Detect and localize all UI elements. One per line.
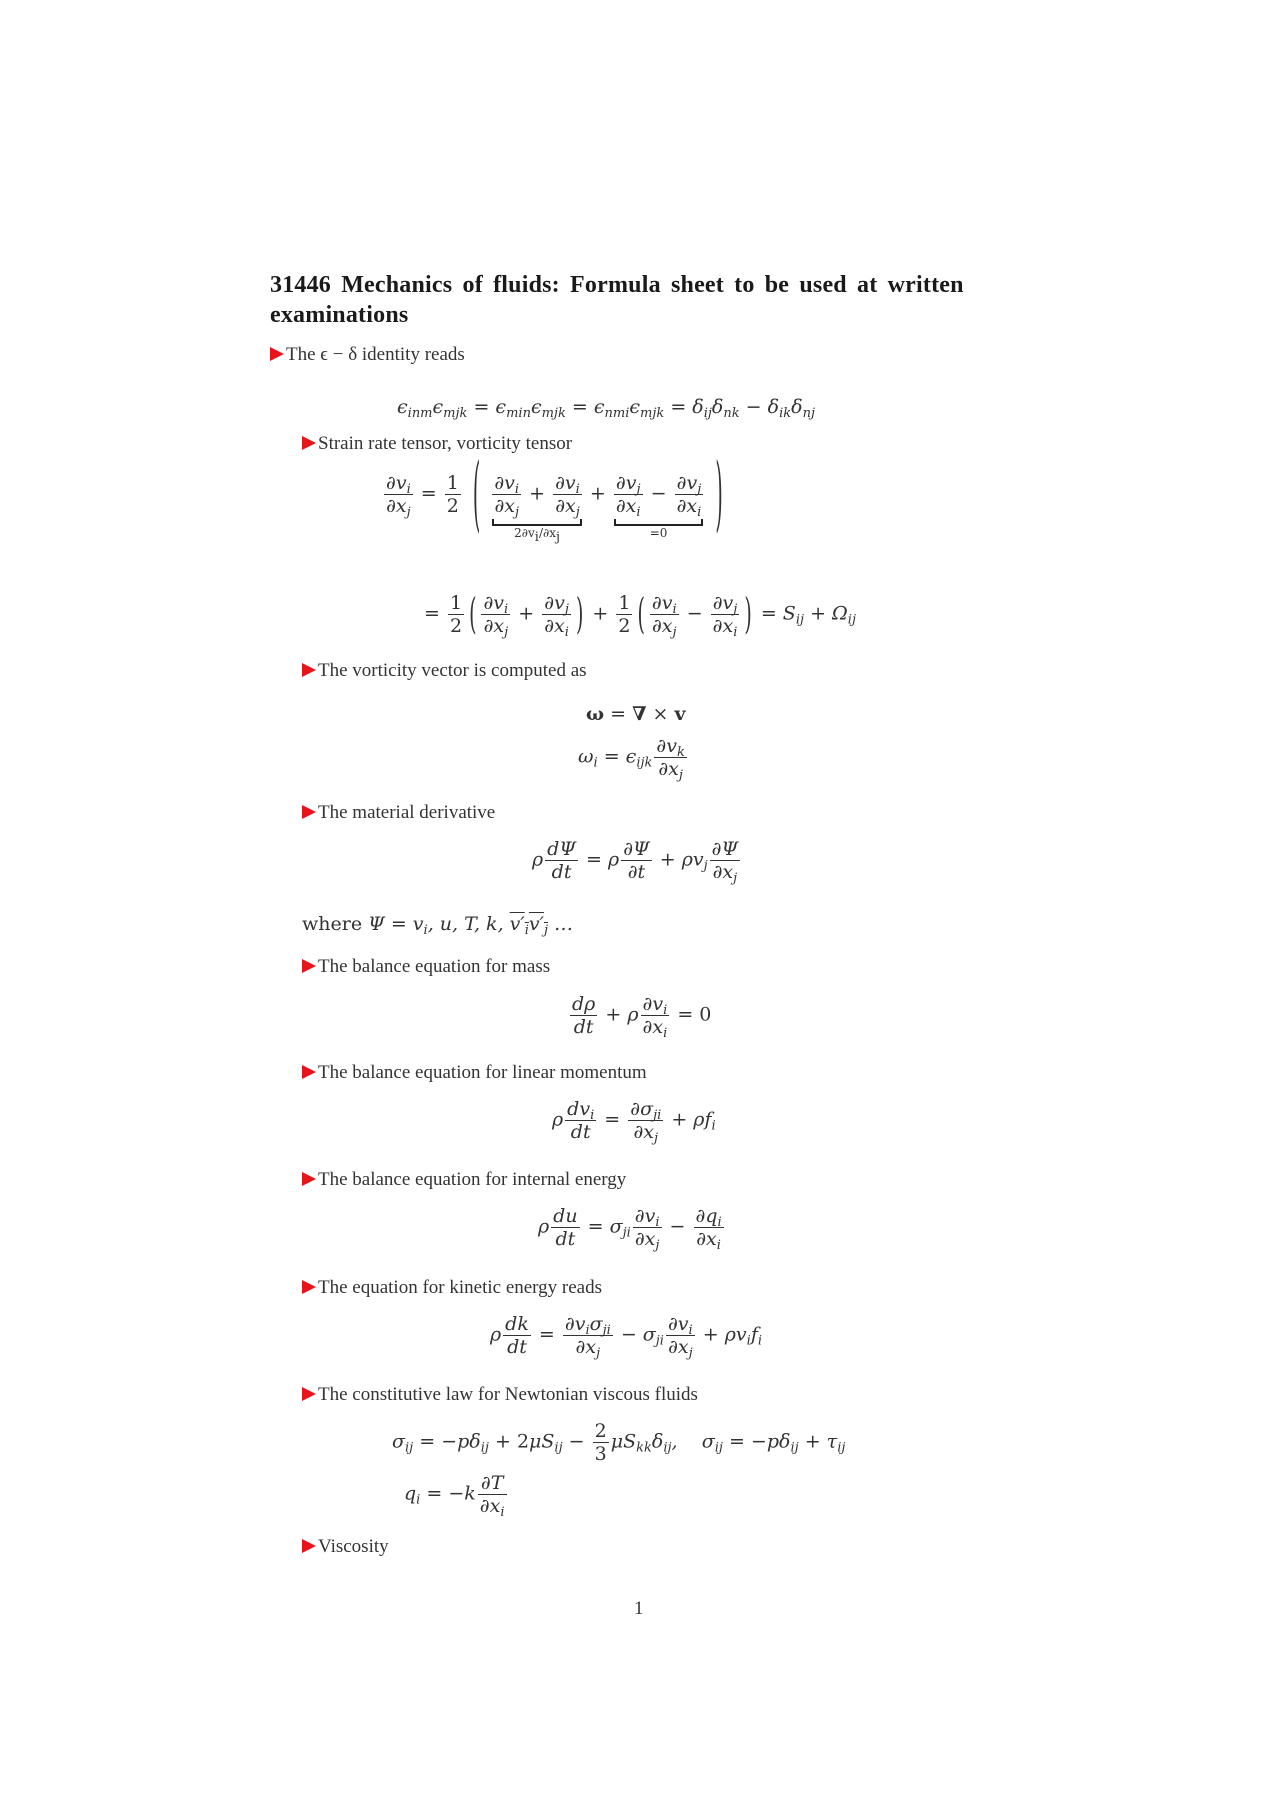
section-heading-viscosity: Viscosity [302,1535,389,1559]
bullet-triangle-icon [302,1172,316,1186]
equation-heat-flux: $q_i = -k$ $\frac{\partial T}{\partial x_i}$ [404,1472,505,1520]
equation-internal-energy: ρ $\frac{du}{dt}$ = $\sigma_{ji}$ $\frac{\partial v_i}{\partial x_j}$ − $\frac{\partial q_i}{\partial x_i}$ [538,1205,722,1253]
equation-vorticity-vector: ω = ∇ × v [586,703,686,725]
section-heading-constitutive: The constitutive law for Newtonian viscous fluids [302,1383,698,1407]
equation-mass: $\frac{d\rho}{dt}$ + ρ $\frac{\partial v_i}{\partial x_i}$ = 0 [572,993,712,1041]
section-heading-mass: The balance equation for mass [302,955,550,979]
bullet-triangle-icon [302,1387,316,1401]
section-heading-momentum: The balance equation for linear momentum [302,1061,647,1085]
section-heading-material-derivative: The material derivative [302,801,495,825]
bullet-triangle-icon [302,1280,316,1294]
bullet-triangle-icon [270,347,284,361]
equation-eps-delta: $\epsilon_{inm}\epsilon_{mjk} = \epsilon_{min}\epsilon_{mjk} = \epsilon_{nmi}\epsilon_{mjk} = \delta_{ij}\delta_{nk} - \delta_{ik}\delta_{nj}$ [397,396,815,421]
page-number: 1 [634,1598,644,1619]
equation-material-derivative: ρ $\frac{d\Psi}{dt}$ = ρ $\frac{\partial\Psi}{\partial t}$ + $\rho v_j$ $\frac{\partial\Psi}{\partial x_j}$ [532,838,739,886]
material-derivative-note: where $\Psi = v_i$, u, T, k, $v'_iv'_j$ … [302,913,574,938]
section-heading-vorticity: The vorticity vector is computed as [302,659,587,683]
equation-vorticity-index: $\omega_i = \epsilon_{ijk}$ $\frac{\partial v_k}{\partial x_j}$ [578,735,685,783]
equation-kinetic-energy: ρ $\frac{dk}{dt}$ = $\frac{\partial v_i\sigma_{ji}}{\partial x_j}$ − $\sigma_{ji}$ $\frac{\partial v_i}{\partial x_j}$ + $\rho v_if_i$ [490,1313,763,1361]
equation-strain-1: $\frac{\partial v_i}{\partial x_j}$ = $\frac{1}{2}$ ( $\frac{\partial v_i}{\partial x_j}$ + $\frac{\partial v_i}{\partial x_j}$ $2\partial v_i/\partial x_j$ + $\frac{\partial v_j}{\partial x_i}$ − $\frac{\partial v_j}{\partial x_i}$ =0 ) [386,447,723,545]
bullet-triangle-icon [302,663,316,677]
bullet-triangle-icon [302,1539,316,1553]
section-heading-eps-delta: The ϵ − δ identity reads [270,343,465,367]
section-heading-strain: Strain rate tensor, vorticity tensor [302,432,572,456]
equation-strain-2: = $\frac{1}{2}$ ( $\frac{\partial v_i}{\partial x_j}$ + $\frac{\partial v_j}{\partial x_i}$ ) + $\frac{1}{2}$ ( $\frac{\partial v_i}{\partial x_j}$ − $\frac{\partial v_j}{\partial x_i}$ ) = $S_{ij} + \Omega_{ij}$ [424,590,856,640]
bullet-triangle-icon [302,959,316,973]
equation-constitutive-stress: $\sigma_{ij} = -p\delta_{ij} + 2\mu S_{ij}$ − $\frac{2}{3}$ $\mu S_{kk}\delta_{ij}$, $\sigma_{ij} = -p\delta_{ij} + \tau_{ij}$ [392,1420,846,1465]
equation-momentum: ρ $\frac{dv_i}{dt}$ = $\frac{\partial\sigma_{ji}}{\partial x_j}$ + $\rho f_i$ [552,1098,716,1146]
bullet-triangle-icon [302,1065,316,1079]
bullet-triangle-icon [302,436,316,450]
bullet-triangle-icon [302,805,316,819]
page-title: 31446 Mechanics of fluids: Formula sheet to be used at written examinations [270,272,964,328]
section-heading-internal-energy: The balance equation for internal energy [302,1168,626,1192]
section-heading-kinetic-energy: The equation for kinetic energy reads [302,1276,602,1300]
